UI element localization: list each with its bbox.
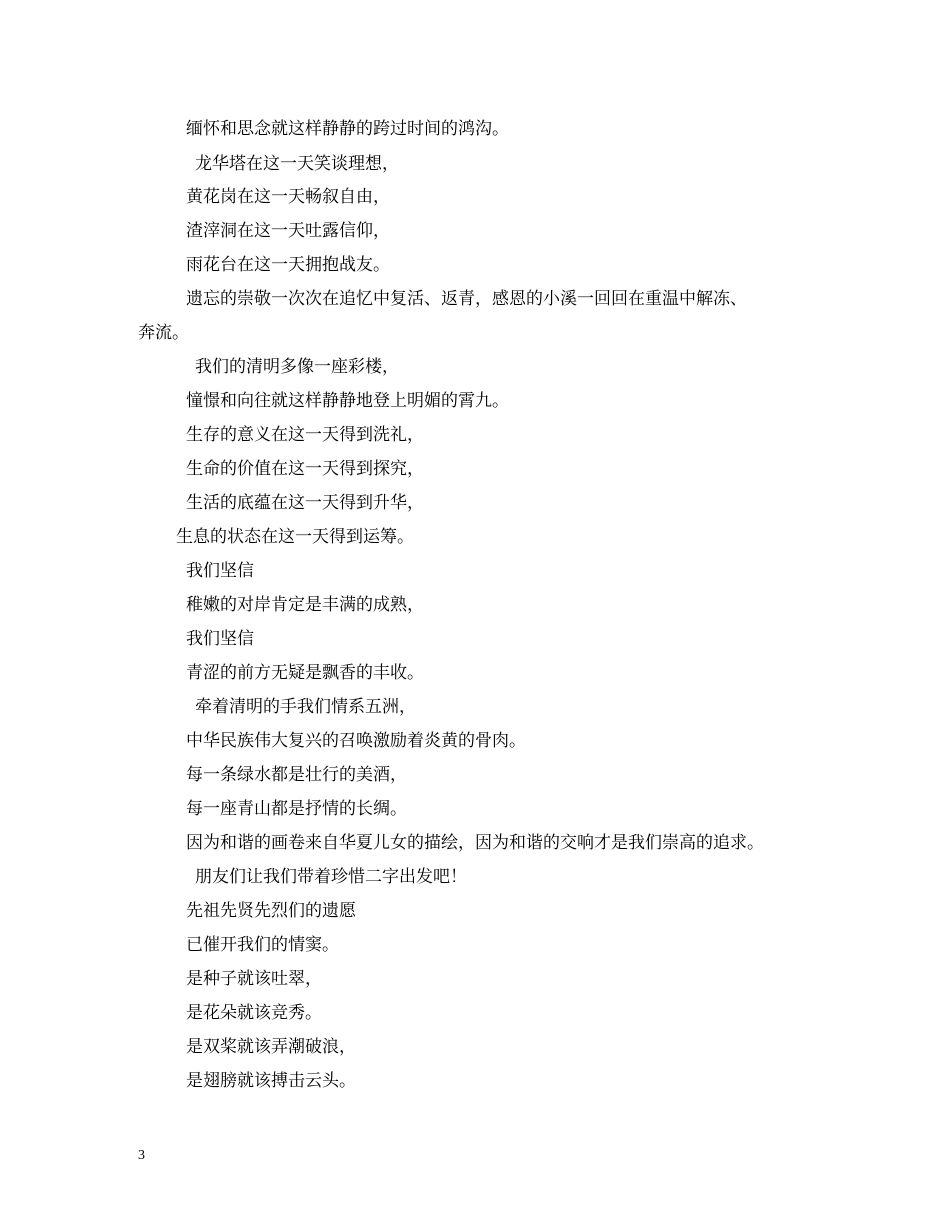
text-line: 遗忘的崇敬一次次在追忆中复活、返青，感恩的小溪一回回在重温中解冻、 (186, 289, 747, 309)
text-line: 龙华塔在这一天笑谈理想， (195, 154, 399, 174)
text-line: 生命的价值在这一天得到探究， (186, 459, 424, 479)
text-line: 每一座青山都是抒情的长绸。 (186, 799, 407, 819)
text-line: 朋友们让我们带着珍惜二字出发吧！ (195, 867, 467, 887)
text-line: 我们坚信 (186, 561, 254, 581)
text-line: 渣滓洞在这一天吐露信仰， (186, 221, 390, 241)
text-line: 是双桨就该弄潮破浪， (186, 1037, 356, 1057)
text-line: 因为和谐的画卷来自华夏儿女的描绘，因为和谐的交响才是我们崇高的追求。 (186, 833, 764, 853)
text-line: 我们坚信 (186, 629, 254, 649)
text-line: 稚嫩的对岸肯定是丰满的成熟， (186, 595, 424, 615)
text-line: 生存的意义在这一天得到洗礼， (186, 425, 424, 445)
text-line: 雨花台在这一天拥抱战友。 (186, 255, 390, 275)
text-line: 黄花岗在这一天畅叙自由， (186, 187, 390, 207)
text-line: 缅怀和思念就这样静静的跨过时间的鸿沟。 (186, 119, 509, 139)
text-line: 已催开我们的情窦。 (186, 935, 339, 955)
text-line: 是花朵就该竞秀。 (186, 1003, 322, 1023)
text-line: 中华民族伟大复兴的召唤激励着炎黄的骨肉。 (186, 731, 526, 751)
text-line: 先祖先贤先烈们的遗愿 (186, 901, 356, 921)
text-line: 生活的底蕴在这一天得到升华， (186, 493, 424, 513)
text-line: 憧憬和向往就这样静静地登上明媚的霄九。 (186, 391, 509, 411)
text-line: 青涩的前方无疑是飘香的丰收。 (186, 663, 424, 683)
text-line: 牵着清明的手我们情系五洲， (195, 697, 416, 717)
text-line: 生息的状态在这一天得到运筹。 (176, 527, 414, 547)
text-line: 我们的清明多像一座彩楼， (195, 357, 399, 377)
text-line: 是翅膀就该搏击云头。 (186, 1071, 356, 1091)
page-number: 3 (138, 1148, 145, 1163)
text-line: 每一条绿水都是壮行的美酒， (186, 765, 407, 785)
text-line: 是种子就该吐翠， (186, 969, 322, 989)
text-line: 奔流。 (138, 323, 189, 343)
